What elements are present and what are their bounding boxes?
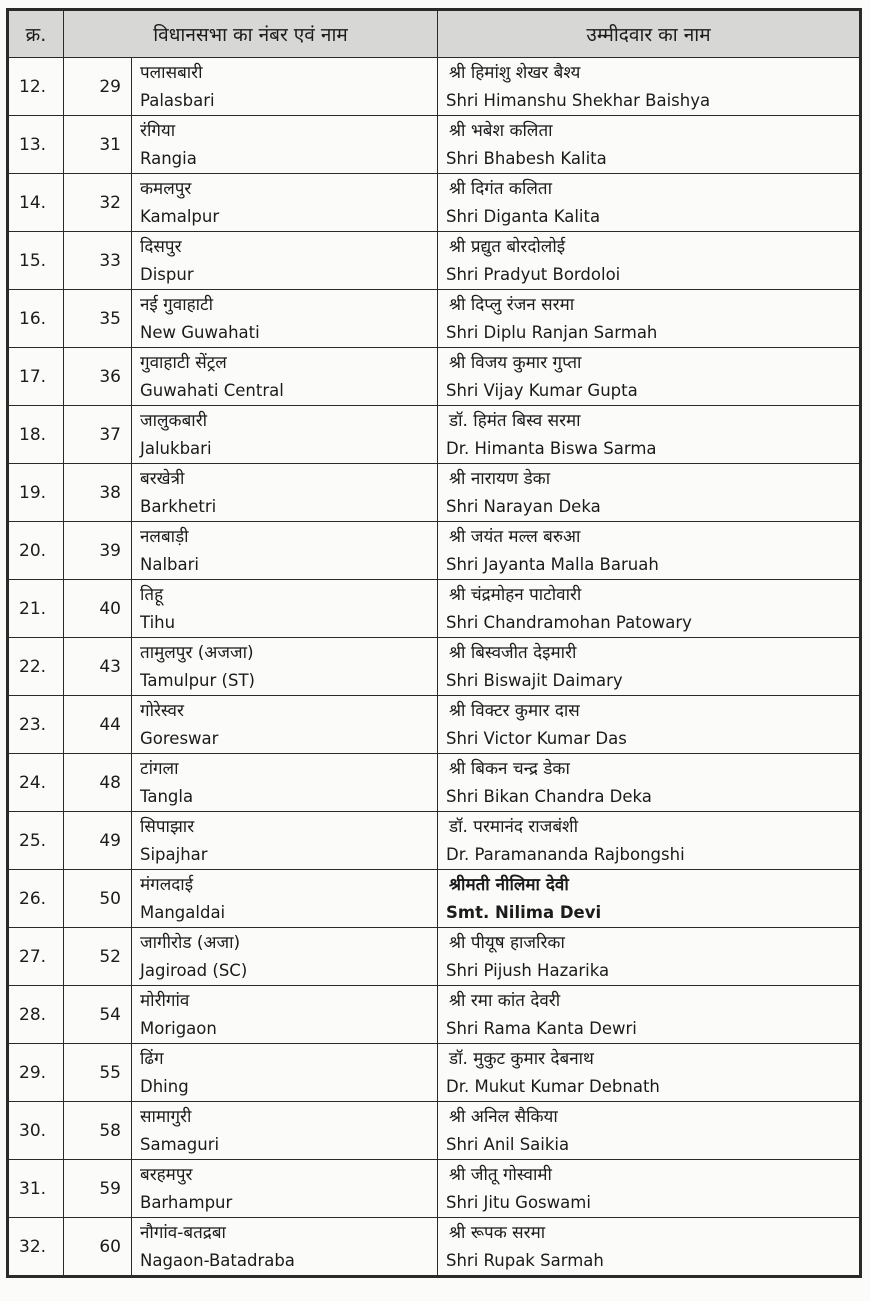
constituency-number: 33	[64, 232, 132, 290]
candidate-cell	[438, 116, 860, 174]
constituency-name-hindi: नौगांव-बतद्रबा	[140, 1222, 226, 1243]
candidate-name-english: Smt. Nilima Devi	[446, 902, 602, 922]
constituency-name-hindi: मंगलदाई	[140, 874, 194, 895]
candidate-name-english: Shri Chandramohan Patowary	[446, 612, 692, 632]
serial-cell: 15.	[9, 232, 64, 290]
constituency-name-english: Guwahati Central	[140, 380, 284, 400]
constituency-name-english: New Guwahati	[140, 322, 260, 342]
table-row	[9, 580, 860, 638]
constituency-name-hindi: तिहू	[140, 584, 164, 605]
constituency-name-english: Jalukbari	[140, 438, 212, 458]
table-row	[9, 522, 860, 580]
constituency-number: 37	[64, 406, 132, 464]
serial-cell: 12.	[9, 58, 64, 116]
constituency-number: 59	[64, 1160, 132, 1218]
constituency-name-english: Barkhetri	[140, 496, 217, 516]
constituency-number: 55	[64, 1044, 132, 1102]
candidate-name-english: Dr. Himanta Biswa Sarma	[446, 438, 657, 458]
candidate-cell	[438, 290, 860, 348]
serial-cell: 24.	[9, 754, 64, 812]
serial-header: क्र.	[9, 11, 64, 58]
candidate-name-hindi: श्री जयंत मल्ल बरुआ	[449, 526, 581, 547]
candidate-name-hindi: श्री विक्टर कुमार दास	[449, 700, 580, 721]
constituency-name-hindi: कमलपुर	[140, 178, 192, 199]
candidate-name-english: Shri Bhabesh Kalita	[446, 148, 607, 168]
constituency-cell	[132, 406, 438, 464]
constituency-name-english: Palasbari	[140, 90, 215, 110]
serial-cell: 30.	[9, 1102, 64, 1160]
serial-cell: 23.	[9, 696, 64, 754]
candidate-name-hindi: श्री भबेश कलिता	[449, 120, 553, 141]
serial-cell: 14.	[9, 174, 64, 232]
constituency-cell	[132, 58, 438, 116]
constituency-number: 54	[64, 986, 132, 1044]
candidate-cell	[438, 928, 860, 986]
constituency-name-english: Dispur	[140, 264, 194, 284]
candidate-name-hindi: श्री बिकन चन्द्र डेका	[449, 758, 570, 779]
constituency-cell	[132, 348, 438, 406]
constituency-number: 35	[64, 290, 132, 348]
constituency-name-hindi: गुवाहाटी सेंट्रल	[140, 352, 227, 373]
candidate-name-hindi: श्री अनिल सैकिया	[449, 1106, 558, 1127]
constituency-cell	[132, 696, 438, 754]
candidate-name-english: Shri Rupak Sarmah	[446, 1250, 604, 1270]
candidate-list-document	[6, 8, 862, 1278]
candidate-cell	[438, 58, 860, 116]
constituency-name-english: Mangaldai	[140, 902, 226, 922]
constituency-name-english: Samaguri	[140, 1134, 220, 1154]
candidate-cell	[438, 580, 860, 638]
constituency-header: विधानसभा का नंबर एवं नाम	[64, 11, 438, 58]
table-row	[9, 870, 860, 928]
table-row	[9, 928, 860, 986]
table-row	[9, 812, 860, 870]
candidate-name-english: Shri Vijay Kumar Gupta	[446, 380, 638, 400]
constituency-name-hindi: पलासबारी	[140, 62, 203, 83]
candidate-cell	[438, 1044, 860, 1102]
table-row	[9, 232, 860, 290]
constituency-number: 38	[64, 464, 132, 522]
candidate-name-english: Shri Biswajit Daimary	[446, 670, 623, 690]
constituency-name-hindi: रंगिया	[140, 120, 176, 141]
candidate-name-english: Dr. Mukut Kumar Debnath	[446, 1076, 660, 1096]
serial-cell: 19.	[9, 464, 64, 522]
serial-cell: 31.	[9, 1160, 64, 1218]
serial-cell: 13.	[9, 116, 64, 174]
constituency-number: 50	[64, 870, 132, 928]
constituency-number: 58	[64, 1102, 132, 1160]
candidate-name-hindi: श्री प्रद्युत बोरदोलोई	[449, 236, 566, 257]
serial-cell: 32.	[9, 1218, 64, 1276]
constituency-name-hindi: ढिंग	[140, 1048, 164, 1069]
constituency-cell	[132, 580, 438, 638]
candidate-name-english: Shri Bikan Chandra Deka	[446, 786, 652, 806]
constituency-cell	[132, 812, 438, 870]
candidate-cell	[438, 348, 860, 406]
constituency-name-hindi: दिसपुर	[140, 236, 182, 257]
constituency-name-english: Jagiroad (SC)	[140, 960, 248, 980]
candidate-name-english: Shri Himanshu Shekhar Baishya	[446, 90, 711, 110]
candidate-name-english: Shri Pijush Hazarika	[446, 960, 610, 980]
table-row	[9, 116, 860, 174]
constituency-name-english: Nalbari	[140, 554, 199, 574]
candidate-name-english: Shri Victor Kumar Das	[446, 728, 627, 748]
constituency-name-hindi: बरखेत्री	[140, 468, 185, 489]
constituency-cell	[132, 522, 438, 580]
serial-cell: 27.	[9, 928, 64, 986]
candidate-cell	[438, 638, 860, 696]
candidate-cell	[438, 812, 860, 870]
constituency-name-english: Dhing	[140, 1076, 189, 1096]
constituency-number: 29	[64, 58, 132, 116]
constituency-number: 40	[64, 580, 132, 638]
constituency-cell	[132, 1102, 438, 1160]
table-row	[9, 58, 860, 116]
constituency-name-english: Tihu	[140, 612, 176, 632]
candidate-name-hindi: श्री बिस्वजीत देइमारी	[449, 642, 577, 663]
table-row	[9, 406, 860, 464]
constituency-name-hindi: सामागुरी	[140, 1106, 192, 1127]
constituency-number: 31	[64, 116, 132, 174]
constituency-cell	[132, 870, 438, 928]
constituency-name-english: Barhampur	[140, 1192, 233, 1212]
constituency-cell	[132, 986, 438, 1044]
constituency-cell	[132, 116, 438, 174]
constituency-name-english: Kamalpur	[140, 206, 220, 226]
table-row	[9, 290, 860, 348]
candidate-name-hindi: श्री विजय कुमार गुप्ता	[449, 352, 582, 373]
constituency-name-hindi: बरहमपुर	[140, 1164, 193, 1185]
serial-cell: 18.	[9, 406, 64, 464]
constituency-number: 36	[64, 348, 132, 406]
constituency-number: 39	[64, 522, 132, 580]
constituency-name-hindi: टांगला	[140, 758, 179, 779]
candidate-name-hindi: श्री हिमांशु शेखर बैश्य	[449, 62, 581, 83]
table-row	[9, 754, 860, 812]
constituency-cell	[132, 928, 438, 986]
candidate-header: उम्मीदवार का नाम	[438, 11, 860, 58]
constituency-cell	[132, 232, 438, 290]
serial-cell: 25.	[9, 812, 64, 870]
constituency-name-hindi: तामुलपुर (अजजा)	[140, 642, 254, 663]
serial-cell: 29.	[9, 1044, 64, 1102]
constituency-name-hindi: गोरेस्वर	[140, 700, 184, 721]
table-row	[9, 464, 860, 522]
constituency-name-hindi: जालुकबारी	[140, 410, 208, 431]
constituency-cell	[132, 1160, 438, 1218]
table-header-row	[9, 11, 860, 58]
candidate-name-hindi: श्री रूपक सरमा	[449, 1222, 546, 1243]
candidate-name-english: Shri Jayanta Malla Baruah	[446, 554, 659, 574]
constituency-number: 43	[64, 638, 132, 696]
candidate-cell	[438, 1218, 860, 1276]
candidate-name-hindi: डॉ. हिमंत बिस्व सरमा	[449, 410, 581, 431]
candidate-name-hindi: श्रीमती नीलिमा देवी	[449, 874, 569, 895]
constituency-cell	[132, 754, 438, 812]
candidate-cell	[438, 232, 860, 290]
serial-cell: 16.	[9, 290, 64, 348]
candidate-cell	[438, 1160, 860, 1218]
constituency-number: 52	[64, 928, 132, 986]
constituency-number: 48	[64, 754, 132, 812]
constituency-number: 32	[64, 174, 132, 232]
table-row	[9, 1218, 860, 1276]
constituency-name-english: Nagaon-Batadraba	[140, 1250, 295, 1270]
constituency-name-hindi: नई गुवाहाटी	[140, 294, 214, 315]
serial-cell: 26.	[9, 870, 64, 928]
candidate-name-hindi: श्री पीयूष हाजरिका	[449, 932, 565, 953]
candidate-name-hindi: श्री जीतू गोस्वामी	[449, 1164, 552, 1185]
serial-cell: 20.	[9, 522, 64, 580]
candidate-cell	[438, 754, 860, 812]
constituency-cell	[132, 638, 438, 696]
candidate-name-hindi: श्री दिगंत कलिता	[449, 178, 553, 199]
table-row	[9, 174, 860, 232]
constituency-cell	[132, 174, 438, 232]
constituency-name-english: Tamulpur (ST)	[140, 670, 255, 690]
candidate-name-english: Shri Narayan Deka	[446, 496, 601, 516]
table-row	[9, 638, 860, 696]
constituency-name-english: Tangla	[140, 786, 194, 806]
constituency-number: 60	[64, 1218, 132, 1276]
serial-cell: 17.	[9, 348, 64, 406]
constituency-cell	[132, 1044, 438, 1102]
candidate-name-hindi: श्री नारायण डेका	[449, 468, 551, 489]
constituency-name-hindi: सिपाझार	[140, 816, 195, 837]
candidate-table	[8, 10, 860, 1276]
candidate-cell	[438, 1102, 860, 1160]
candidate-cell	[438, 174, 860, 232]
candidate-cell	[438, 696, 860, 754]
constituency-name-english: Morigaon	[140, 1018, 217, 1038]
table-row	[9, 1102, 860, 1160]
candidate-name-english: Shri Jitu Goswami	[446, 1192, 591, 1212]
candidate-name-english: Shri Pradyut Bordoloi	[446, 264, 621, 284]
candidate-name-english: Shri Diplu Ranjan Sarmah	[446, 322, 658, 342]
constituency-name-english: Goreswar	[140, 728, 219, 748]
serial-cell: 28.	[9, 986, 64, 1044]
table-row	[9, 348, 860, 406]
candidate-name-hindi: डॉ. मुकुट कुमार देबनाथ	[449, 1048, 594, 1069]
candidate-cell	[438, 406, 860, 464]
candidate-name-english: Dr. Paramananda Rajbongshi	[446, 844, 685, 864]
constituency-name-english: Sipajhar	[140, 844, 208, 864]
candidate-cell	[438, 870, 860, 928]
table-row	[9, 696, 860, 754]
constituency-name-hindi: जागीरोड (अजा)	[140, 932, 241, 953]
constituency-cell	[132, 290, 438, 348]
serial-cell: 22.	[9, 638, 64, 696]
constituency-cell	[132, 1218, 438, 1276]
candidate-name-english: Shri Rama Kanta Dewri	[446, 1018, 637, 1038]
candidate-name-hindi: श्री दिप्लु रंजन सरमा	[449, 294, 575, 315]
candidate-name-hindi: डॉ. परमानंद राजबंशी	[449, 816, 578, 837]
constituency-name-hindi: मोरीगांव	[140, 990, 190, 1011]
candidate-cell	[438, 522, 860, 580]
table-row	[9, 1044, 860, 1102]
constituency-number: 44	[64, 696, 132, 754]
table-row	[9, 986, 860, 1044]
constituency-name-hindi: नलबाड़ी	[140, 526, 189, 547]
candidate-name-hindi: श्री चंद्रमोहन पाटोवारी	[449, 584, 582, 605]
serial-cell: 21.	[9, 580, 64, 638]
constituency-number: 49	[64, 812, 132, 870]
candidate-name-english: Shri Diganta Kalita	[446, 206, 601, 226]
constituency-name-english: Rangia	[140, 148, 197, 168]
table-row	[9, 1160, 860, 1218]
candidate-cell	[438, 464, 860, 522]
candidate-cell	[438, 986, 860, 1044]
candidate-name-english: Shri Anil Saikia	[446, 1134, 570, 1154]
constituency-cell	[132, 464, 438, 522]
candidate-name-hindi: श्री रमा कांत देवरी	[449, 990, 561, 1011]
